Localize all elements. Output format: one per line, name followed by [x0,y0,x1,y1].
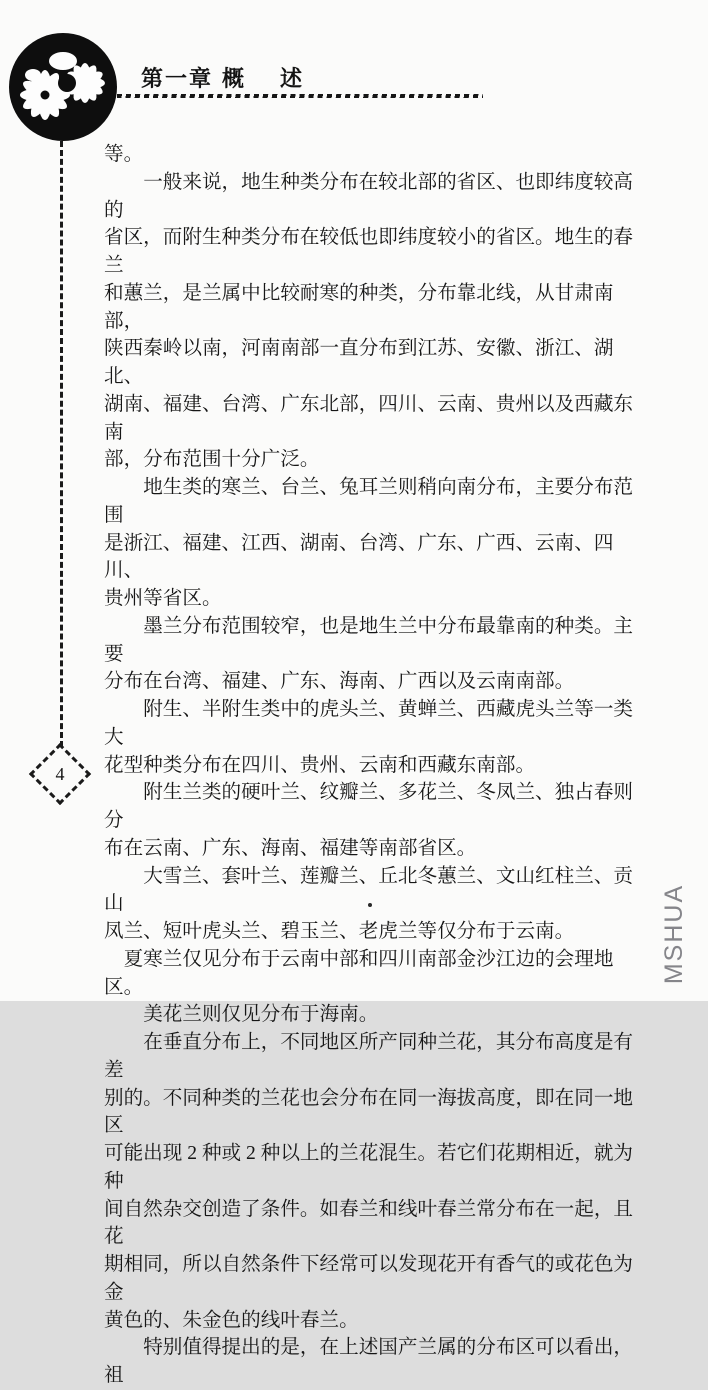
text-line: 一般来说，地生种类分布在较北部的省区、也即纬度较高的 [104,171,634,221]
watermark: MSHUA [660,883,688,985]
text-line: 特别值得提出的是，在上述国产兰属的分布区可以看出，祖 [104,1337,634,1386]
text-line: 布在云南、广东、海南、福建等南部省区。 [104,837,477,859]
page-number-diamond [29,743,91,805]
text-line: 夏寒兰仅见分布于云南中部和四川南部金沙江边的会理地 [123,948,614,970]
text-line: 美花兰则仅见分布于海南。 [143,1004,379,1026]
body-text [104,141,648,1390]
text-line: 墨兰分布范围较窄，也是地生兰中分布最靠南的种类。主要 [104,615,634,665]
text-line: 期相同，所以自然条件下经常可以发现花开有香气的或花色为金 [104,1254,634,1303]
text-line: 和蕙兰，是兰属中比较耐寒的种类，分布靠北线，从甘肃南部， [104,282,614,332]
text-line: 等。 [104,144,144,165]
text-line: 湖南、福建、台湾、广东北部，四川、云南、贵州以及西藏东南 [104,393,634,443]
text-line: 区。 [104,976,144,998]
page-number: 4 [55,763,65,784]
chapter-header [141,62,304,93]
header-dashed-rule [117,94,483,98]
text-line: 贵州等省区。 [104,588,222,609]
flower-emblem-icon [7,31,119,143]
chapter-label: 第一章 [141,66,214,91]
text-line: 在垂直分布上，不同地区所产同种兰花，其分布高度是有差 [104,1032,634,1081]
text-line: 别的。不同种类的兰花也会分布在同一海拔高度，即在同一地区 [104,1087,634,1137]
text-line: 间自然杂交创造了条件。如春兰和线叶春兰常分布在一起，且花 [104,1198,634,1248]
text-line: 地生类的寒兰、台兰、兔耳兰则稍向南分布，主要分布范围 [104,477,634,526]
text-line: 大雪兰、套叶兰、莲瓣兰、丘北冬蕙兰、文山红柱兰、贡山 [104,865,634,915]
text-line: 花型种类分布在四川、贵州、云南和西藏东南部。 [104,754,536,776]
vertical-dashed-line [60,141,63,747]
text-line: 黄色的、朱金色的线叶春兰。 [104,1309,359,1331]
text-line: 是浙江、福建、江西、湖南、台湾、广东、广西、云南、四川、 [104,532,614,582]
chapter-title-char-2: 述 [280,66,305,91]
text-line: 凤兰、短叶虎头兰、碧玉兰、老虎兰等仅分布于云南。 [104,921,575,942]
text-line: 附生兰类的硬叶兰、纹瓣兰、多花兰、冬凤兰、独占春则分 [104,782,634,831]
text-line: 部，分布范围十分广泛。 [104,449,320,471]
text-line: 陕西秦岭以南，河南南部一直分布到江苏、安徽、浙江、湖北、 [104,338,614,387]
text-line: 附生、半附生类中的虎头兰、黄蝉兰、西藏虎头兰等一类大 [104,699,634,748]
text-line: 可能出现 2 种或 2 种以上的兰花混生。若它们花期相近，就为种 [104,1143,634,1192]
text-line: 省区，而附生种类分布在较低也即纬度较小的省区。地生的春兰 [104,227,634,276]
ink-speck [368,903,372,907]
chapter-title-char-1: 概 [222,66,247,91]
text-line: 分布在台湾、福建、广东、海南、广西以及云南南部。 [104,671,575,693]
